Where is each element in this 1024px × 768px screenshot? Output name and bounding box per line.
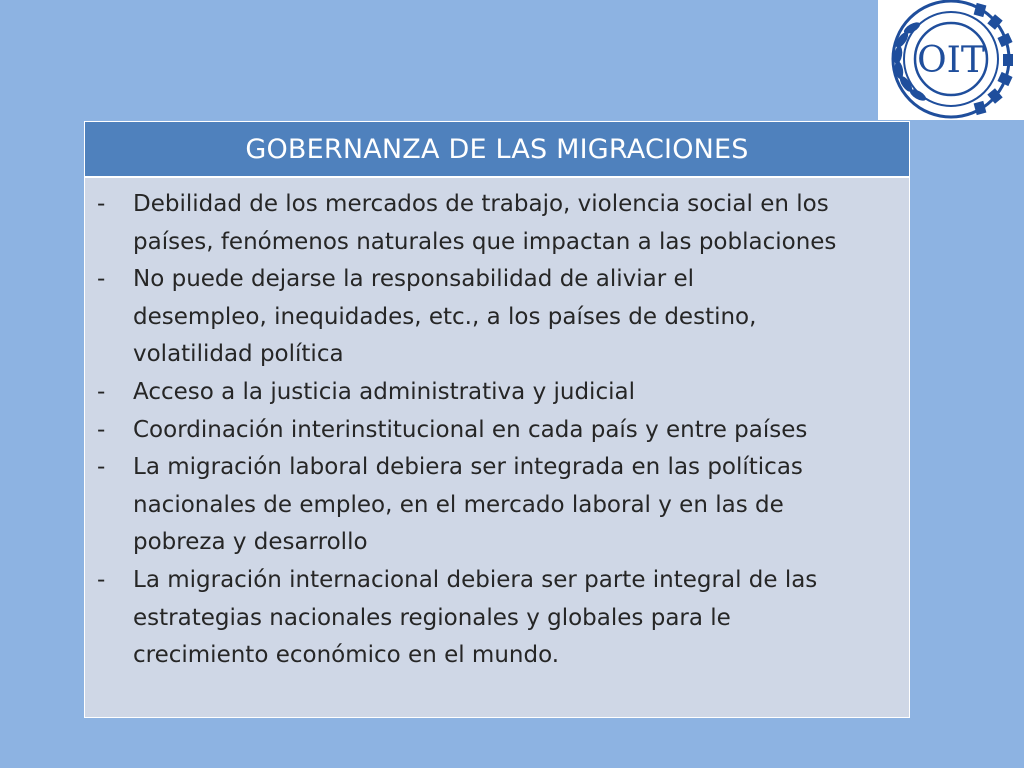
list-item [97, 186, 899, 261]
item-text [133, 449, 899, 562]
item-line: La migración laboral debiera ser integrada en las políticas [133, 454, 803, 481]
item-line: volatilidad política [133, 341, 344, 368]
item-line: Coordinación interinstitucional en cada país y entre países [133, 416, 808, 443]
oit-logo-icon [878, 0, 1024, 120]
item-text [133, 261, 899, 374]
table-body [85, 178, 909, 675]
list-item [97, 261, 899, 374]
item-line: crecimiento económico en el mundo. [133, 642, 560, 669]
bullet-dash: - [97, 191, 106, 217]
item-line: Acceso a la justicia administrativa y judicial [133, 378, 635, 405]
bullet-dash: - [97, 566, 106, 593]
table-header [85, 122, 909, 178]
item-text [133, 186, 899, 261]
bullet-dash: - [97, 266, 106, 293]
list-item [97, 374, 899, 412]
table-title: GOBERNANZA DE LAS MIGRACIONES [245, 133, 749, 165]
bullet-dash: - [97, 416, 106, 443]
governance-table [84, 121, 910, 718]
list-item [97, 449, 899, 562]
bullet-dash: - [97, 378, 106, 405]
bullet-dash: - [97, 454, 106, 481]
item-line: La migración internacional debiera ser parte integral de las [133, 566, 818, 593]
oit-logo [878, 0, 1024, 120]
list-item [97, 562, 899, 675]
item-line: pobreza y desarrollo [133, 529, 368, 556]
item-line: países, fenómenos naturales que impactan a las poblaciones [133, 228, 837, 255]
item-line: Debilidad de los mercados de trabajo, violencia social en los [133, 191, 829, 217]
item-line: desempleo, inequidades, etc., a los países de destino, [133, 303, 757, 330]
item-text [133, 374, 899, 412]
item-line: nacionales de empleo, en el mercado laboral y en las de [133, 491, 784, 518]
item-line: estrategias nacionales regionales y globales para le [133, 604, 731, 631]
list-item [97, 412, 899, 450]
item-line: No puede dejarse la responsabilidad de aliviar el [133, 266, 695, 293]
item-text [133, 412, 899, 450]
logo-text: OIT [917, 40, 985, 81]
item-text [133, 562, 899, 675]
